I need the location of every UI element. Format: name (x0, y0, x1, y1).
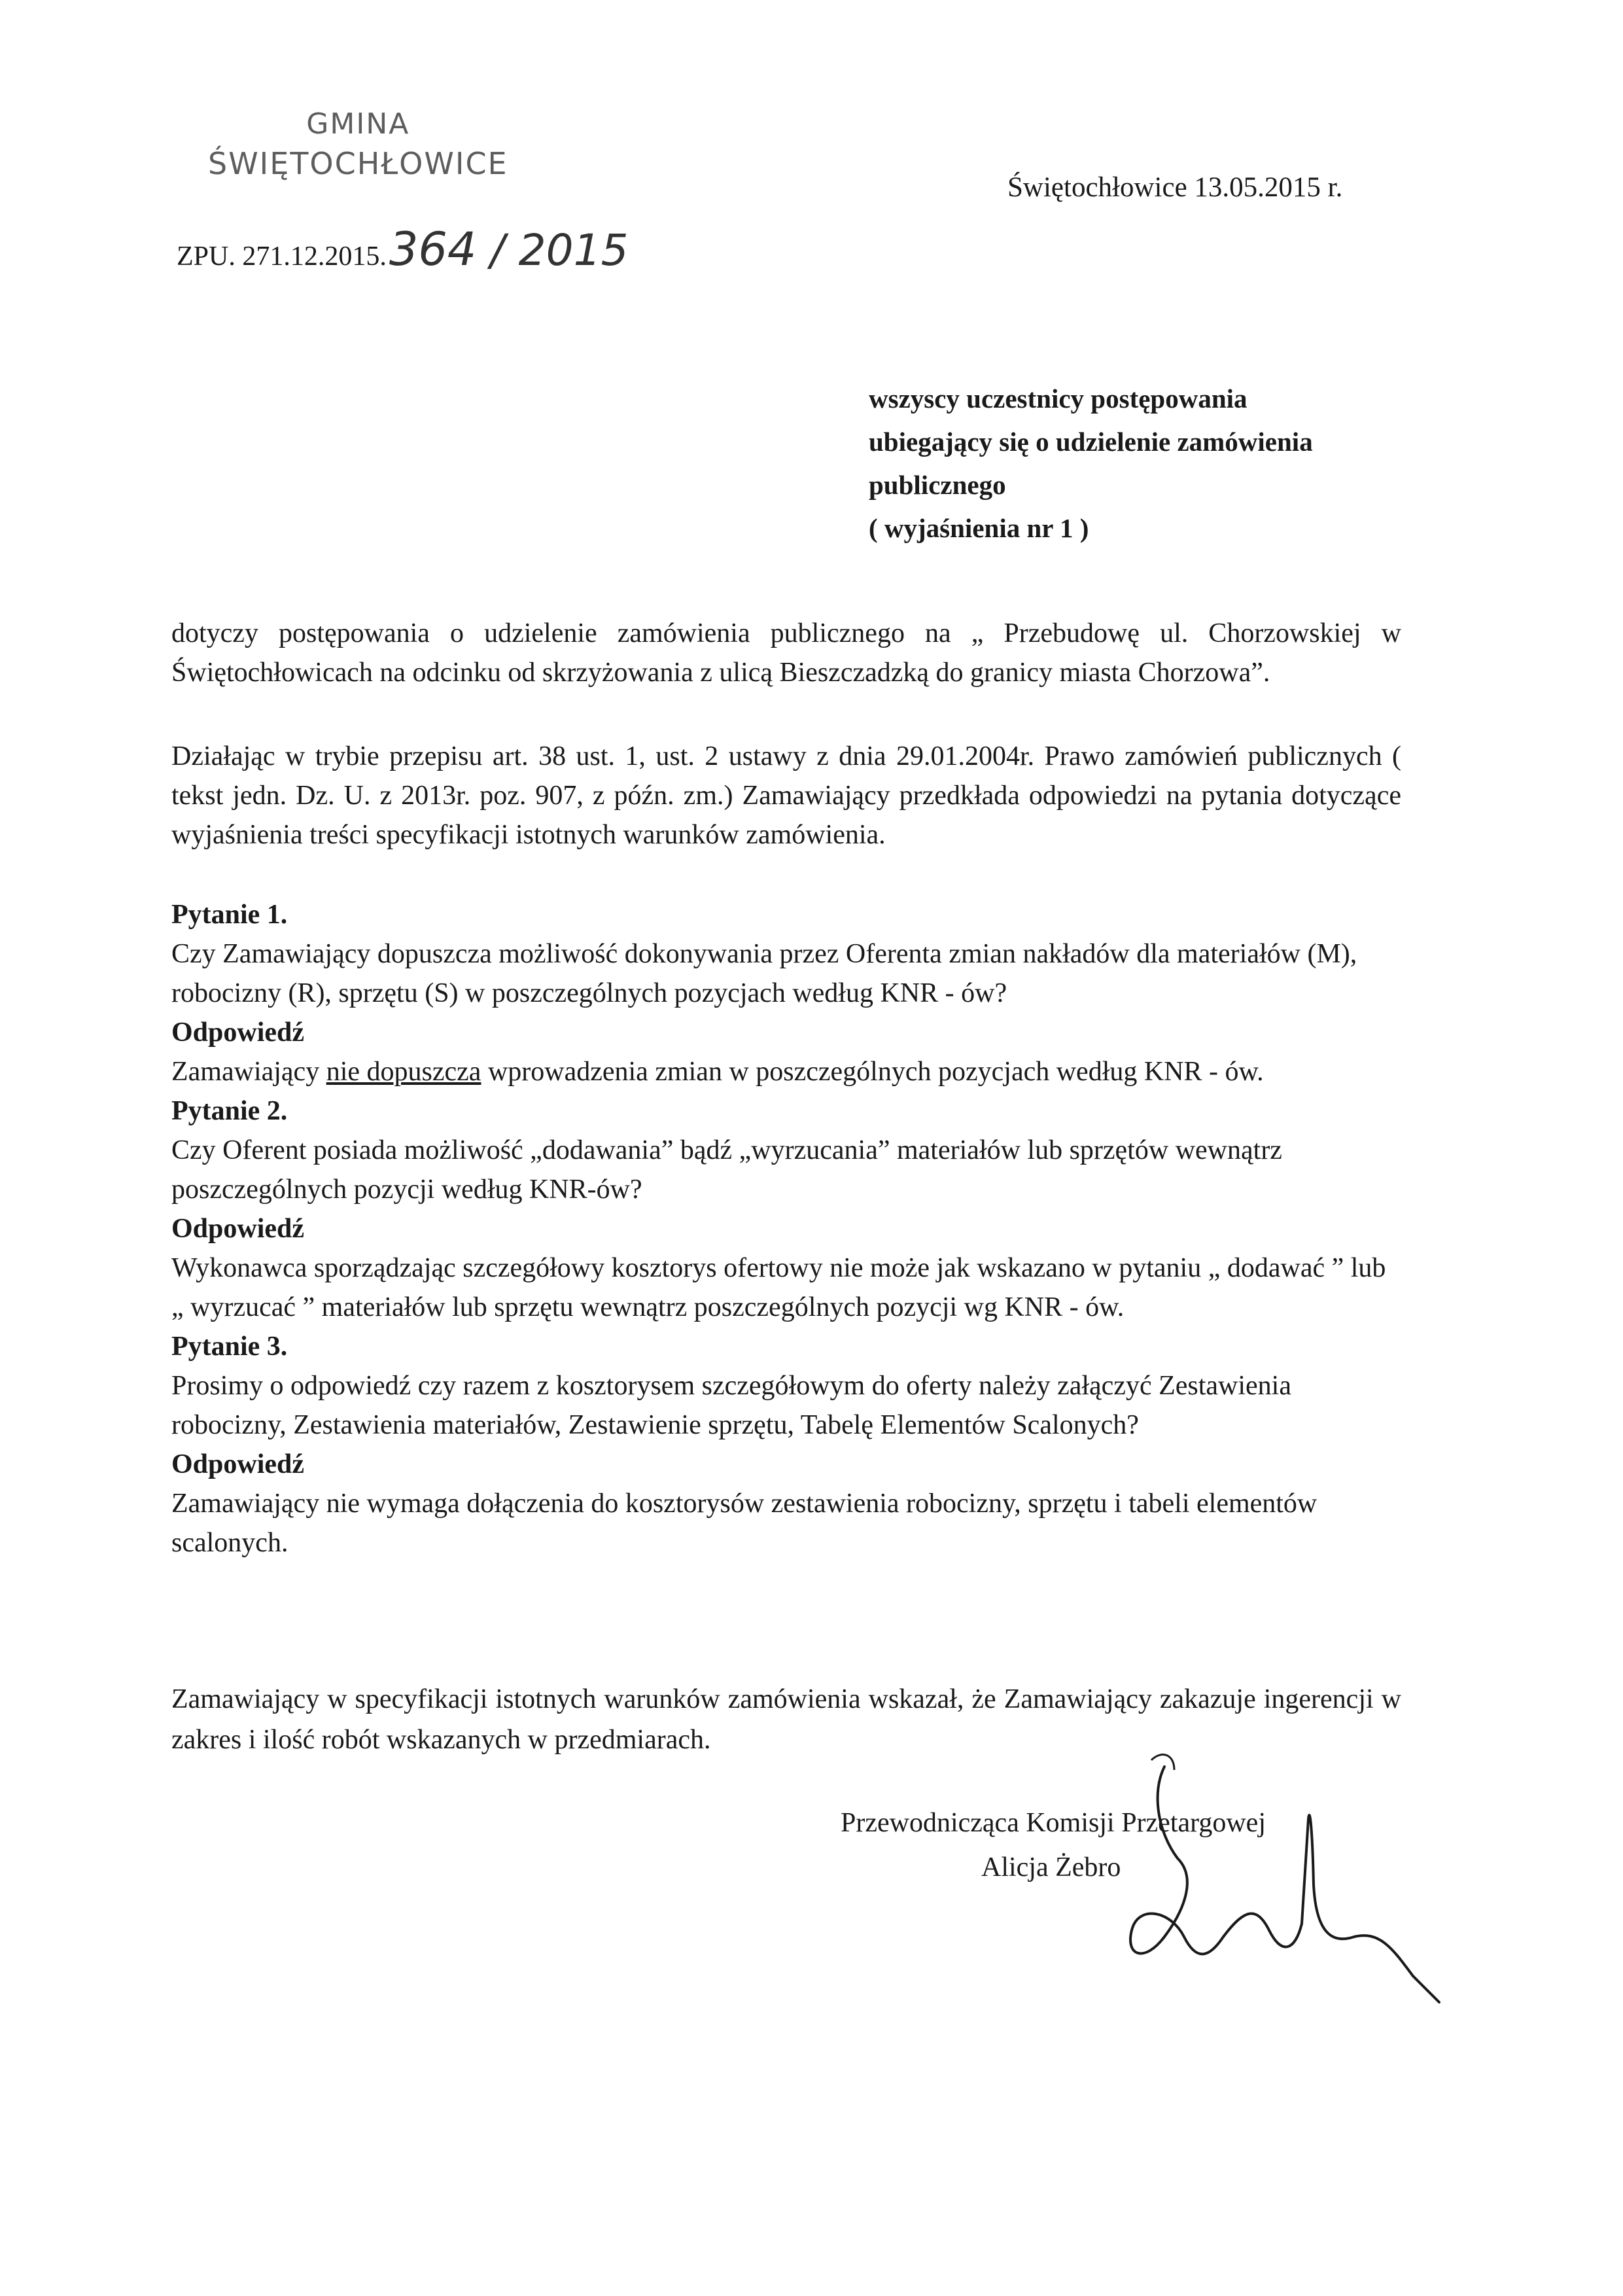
addressee-line: wszyscy uczestnicy postępowania (869, 383, 1248, 414)
addressee-line: ( wyjaśnienia nr 1 ) (869, 513, 1089, 543)
intro-text: dotyczy postępowania o udzielenie zamówienia publicznego na „ Przebudowę ul. Chorzowskiej w Świętochłowicach na odcinku od skrzyżowania z ulicą Bieszczadzką do granicy miasta Chorzowa”. (171, 618, 1401, 688)
question-label: Pytanie 2. (171, 1096, 288, 1126)
reference-printed: ZPU. 271.12.2015. (177, 241, 387, 272)
stamp-line-1: GMINA (306, 107, 410, 141)
questions-answers (171, 895, 1401, 1563)
answer-label: Odpowiedź (171, 1017, 305, 1048)
intro-paragraph (171, 614, 1401, 692)
question-label: Pytanie 1. (171, 900, 288, 930)
answer-label: Odpowiedź (171, 1449, 305, 1479)
closing-paragraph: Zamawiający w specyfikacji istotnych warunków zamówienia wskazał, że Zamawiający zakazuje ingerencji w zakres i ilość robót wskazanych w przedmiarach. (171, 1684, 1401, 1755)
signatory-title: Przewodnicząca Komisji Przetargowej (841, 1808, 1266, 1838)
legal-text: Działając w trybie przepisu art. 38 ust. 1, ust. 2 ustawy z dnia 29.01.2004r. Prawo zamówień publicznych ( tekst jedn. Dz. U. z 2013r. poz. 907, z późn. zm.) Zamawiający przedkłada odpowiedzi na pytania dotyczące wyjaśnienia treści specyfikacji istotnych warunków zamówienia. (171, 741, 1401, 850)
addressee-block (869, 377, 1313, 550)
underlined-phrase: nie dopuszcza (326, 1057, 481, 1087)
question-text: Czy Oferent posiada możliwość „dodawania” bądź „wyrzucania” materiałów lub sprzętów wewnątrz poszczególnych pozycji według KNR-ów? (171, 1135, 1282, 1205)
municipality-stamp (208, 105, 508, 183)
stamp-line-2: ŚWIĘTOCHŁOWICE (208, 146, 508, 181)
addressee-line: ubiegający się o udzielenie zamówienia (869, 427, 1313, 457)
question-label: Pytanie 3. (171, 1332, 288, 1362)
answer-label: Odpowiedź (171, 1214, 305, 1244)
answer-text: Zamawiający nie wymaga dołączenia do kosztorysów zestawienia robocizny, sprzętu i tabeli elementów scalonych. (171, 1489, 1318, 1558)
addressee-line: publicznego (869, 470, 1006, 500)
answer-text: Zamawiający nie dopuszcza wprowadzenia zmian w poszczególnych pozycjach według KNR - ów. (171, 1057, 1264, 1087)
answer-text: Wykonawca sporządzając szczegółowy kosztorys ofertowy nie może jak wskazano w pytaniu „ dodawać ” lub „ wyrzucać ” materiałów lub sprzętu wewnątrz poszczególnych pozycji wg KNR - ów. (171, 1253, 1386, 1322)
legal-basis-paragraph (171, 737, 1401, 855)
signatory-name: Alicja Żebro (981, 1852, 1121, 1882)
reference-handwritten-number: 364 (389, 222, 477, 276)
reference-number: ZPU. 271.12.2015.364 / 2015 (177, 222, 629, 276)
reference-handwritten-year: 2015 (518, 225, 629, 275)
handwritten-signature-icon (1086, 1740, 1452, 2015)
question-text: Czy Zamawiający dopuszcza możliwość dokonywania przez Oferenta zmian nakładów dla materiałów (M), robocizny (R), sprzętu (S) w poszczególnych pozycjach według KNR - ów? (171, 939, 1357, 1008)
question-text: Prosimy o odpowiedź czy razem z kosztorysem szczegółowym do oferty należy załączyć Zestawienia robocizny, Zestawienia materiałów, Zestawienie sprzętu, Tabelę Elementów Scalonych? (171, 1371, 1291, 1440)
place-and-date: Świętochłowice 13.05.2015 r. (1007, 172, 1343, 203)
